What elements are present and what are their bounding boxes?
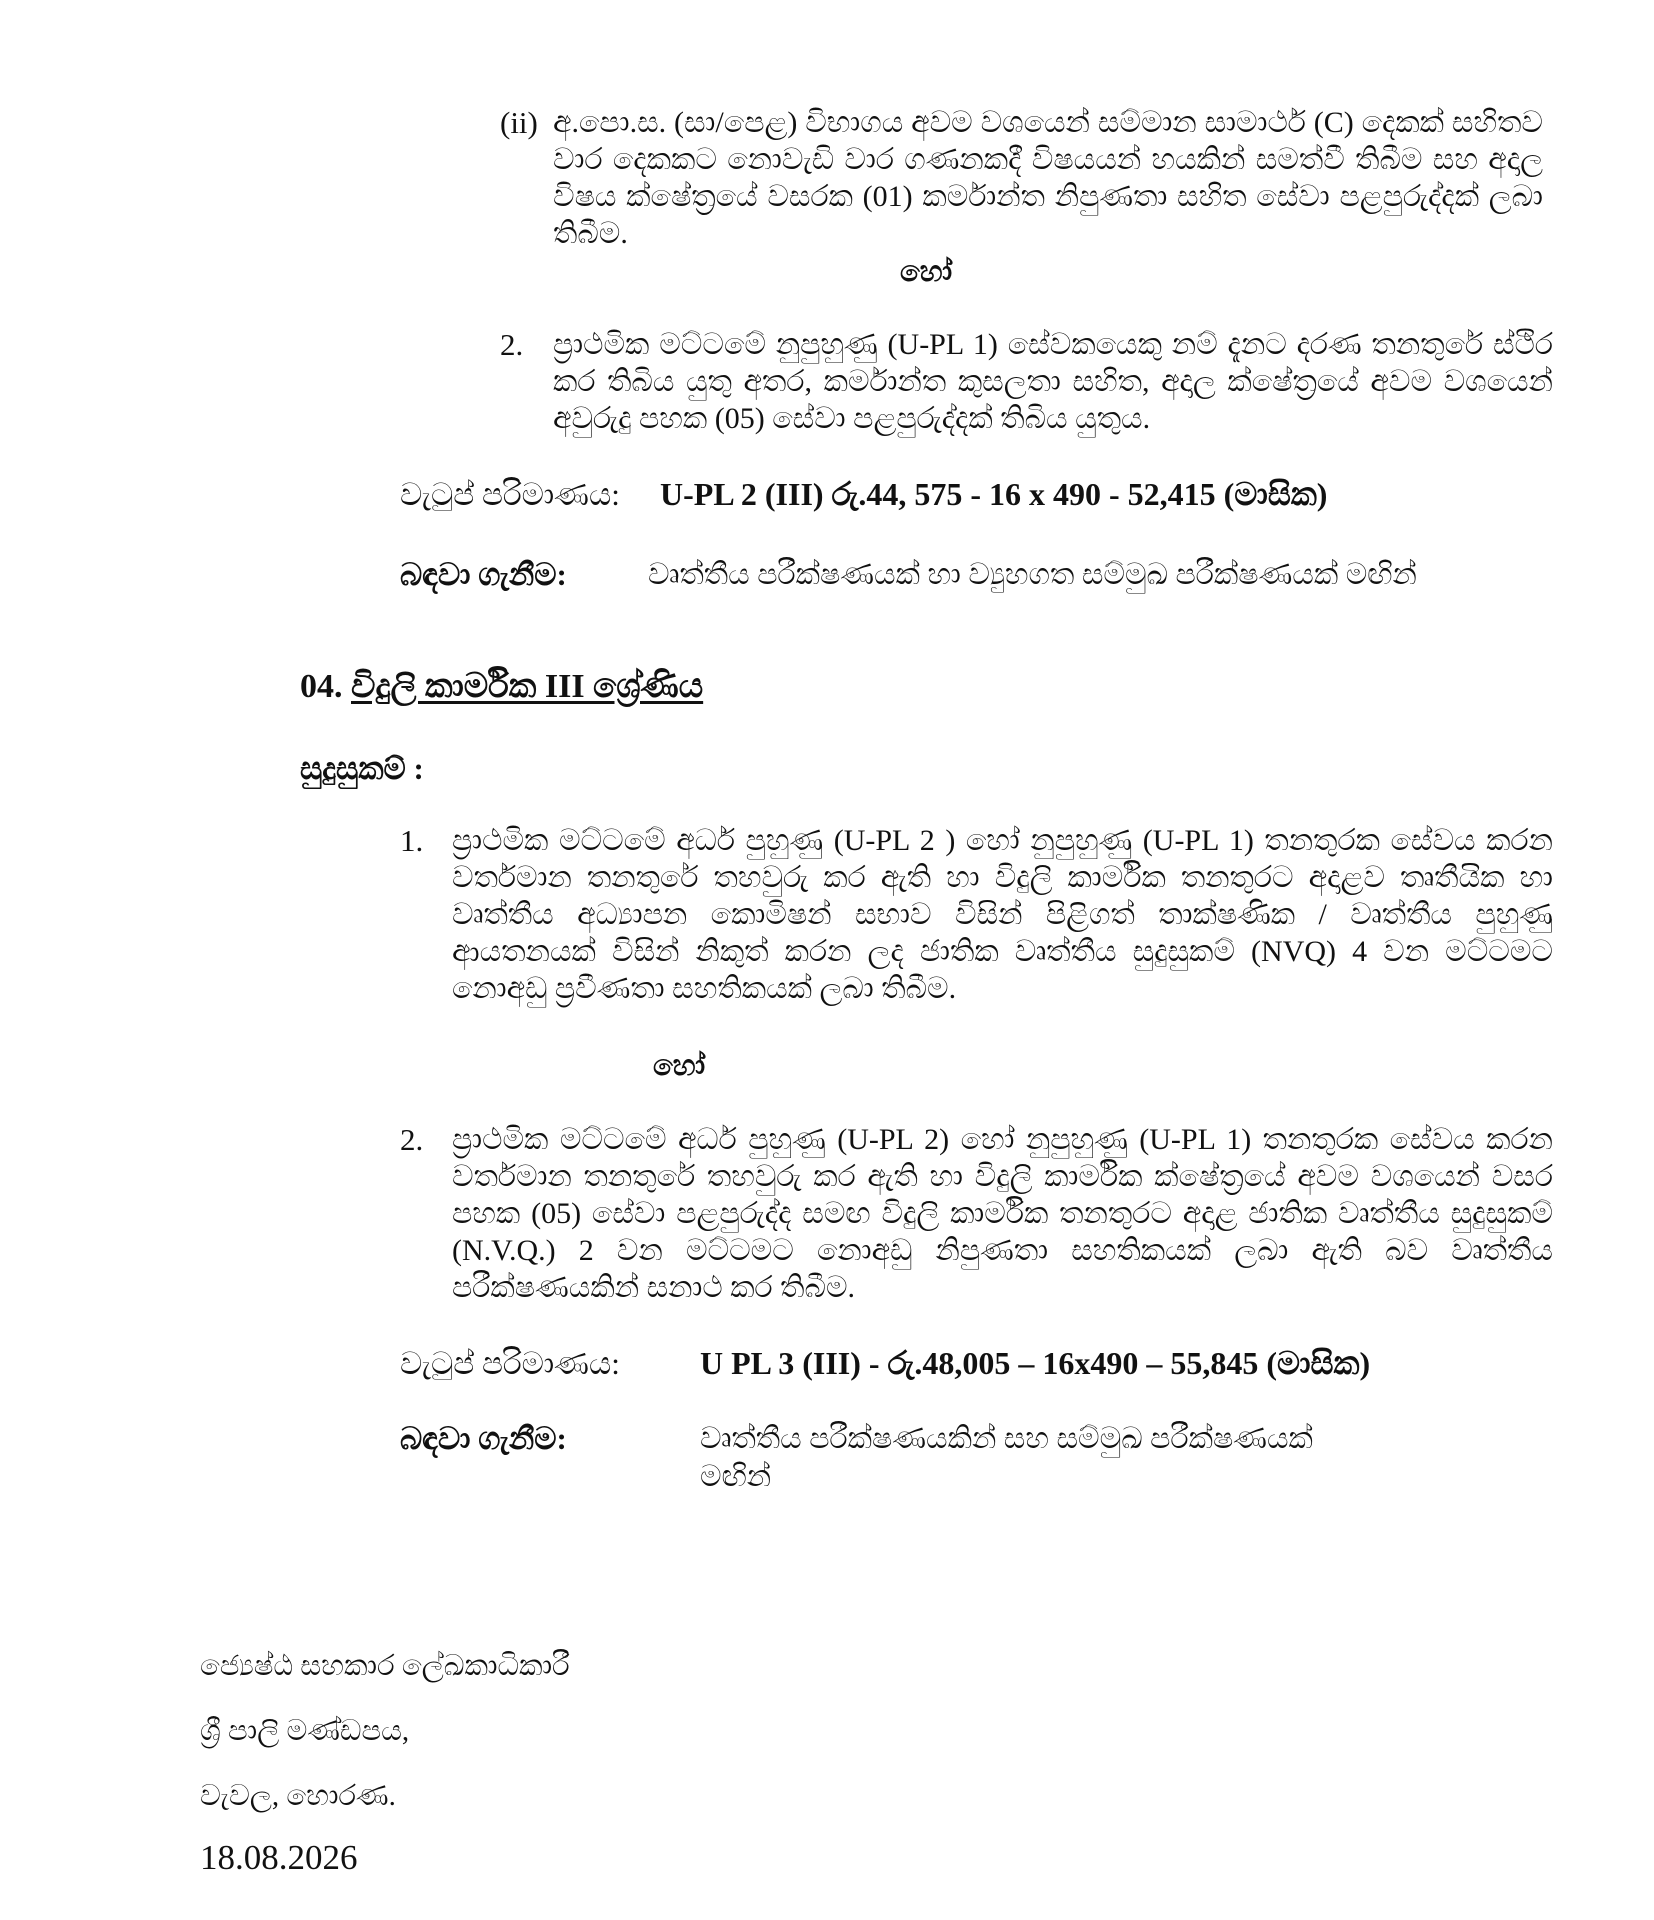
item-ii-marker: (ii) — [500, 105, 538, 140]
item-2-marker: 2. — [500, 327, 524, 362]
salary-value: U-PL 2 (III) රු.44, 575 - 16 x 490 - 52,415 (මාසික) — [660, 476, 1328, 512]
recruitment-value-2-line1: වෘත්තීය පරීක්ෂණයකින් සහ සම්මුඛ පරීක්ෂණයක් — [700, 1422, 1313, 1455]
signatory-office: ශ්‍රී පාලි මණ්ඩපය, — [200, 1715, 410, 1747]
recruitment-label-2: බඳවා ගැනීම: — [400, 1421, 567, 1456]
section-title: විදුලි කාර්මික III ශ්‍රේණිය — [351, 668, 704, 705]
qualification-1-text: ප්‍රාථමික මට්ටමේ අර්ධ පුහුණු (U-PL 2 ) හෝ නුපුහුණු (U-PL 1) තනතුරක සේවය කරන වර්තමාන තනතුරේ තහවුරු කර ඇති හා විදුලි කාර්මික තනතුරට අදාළව තෘතීයික හා වෘත්තීය අධ්‍යාපන කොමිෂන් සභාව විසින් පිළිගත් තාක්ෂණික / වෘත්තීය පුහුණු ආයතනයක් විසින් නිකුත් කරන ලද ජාතික වෘත්තීය සුදුසුකම් (NVQ) 4 වන මට්ටමට නොඅඩු ප්‍රවීණතා සහතිකයක් ලබා තිබීම. — [452, 824, 1553, 1005]
signatory-address: වැවල, හොරණ. — [200, 1780, 396, 1812]
salary-label: වැටුප් පරිමාණය: — [400, 477, 620, 512]
qualifications-label: සුදුසුකම් : — [300, 751, 424, 786]
salary-label-2: වැටුප් පරිමාණය: — [400, 1346, 620, 1381]
signatory-title: ජ්‍යෙෂ්ඨ සහකාර ලේඛකාධිකාරී — [200, 1650, 570, 1682]
section-number: 04. — [300, 668, 343, 705]
recruitment-value: වෘත්තීය පරීක්ෂණයක් හා ව්‍යුහගත සම්මුඛ පරීක්ෂණයක් මඟින් — [648, 558, 1417, 591]
section-heading — [300, 668, 703, 706]
or-separator-1: හෝ — [900, 256, 953, 288]
item-ii-text: අ.පො.ස. (සා/පෙළ) විභාගය අවම වශයෙන් සම්මාන සාමාර්ථ (C) දෙකක් සහිතව වාර දෙකකට නොවැඩි වාර ගණනකදී විෂයයන් හයකින් සමත්වී තිබීම සහ අදාල විෂය ක්ෂේත්‍රයේ වසරක (01) කර්මාන්ත නිපුණතා සහිත සේවා පළපුරුද්දක් ලබා තිබීම. — [553, 106, 1543, 250]
qualification-1-marker: 1. — [400, 823, 424, 858]
recruitment-label: බඳවා ගැනීම: — [400, 557, 567, 592]
qualification-2-text: ප්‍රාථමික මට්ටමේ අර්ධ පුහුණු (U-PL 2) හෝ නුපුහුණු (U-PL 1) තනතුරක සේවය කරන වර්තමාන තනතුරේ තහවුරු කර ඇති හා විදුලි කාර්මික ක්ෂේත්‍රයේ අවම වශයෙන් වසර පහක (05) සේවා පළපුරුද්ද සමඟ විදුලි කාර්මික තනතුරට අදාළ ජාතික වෘත්තීය සුදුසුකම් (N.V.Q.) 2 වන මට්ටමට නොඅඩු නිපුණතා සහතිකයක් ලබා ඇති බව වෘත්තීය පරීක්ෂණයකින් සනාථ කර තිබීම. — [452, 1123, 1553, 1304]
or-separator-2: හෝ — [653, 1050, 706, 1082]
item-2-text: ප්‍රාථමික මට්ටමේ නුපුහුණු (U-PL 1) සේවකයෙකු නම් දැනට දරණ තනතුරේ ස්ථිර කර තිබිය යුතු අතර, කර්මාන්ත කුසලතා සහිත, අදාල ක්ෂේත්‍රයේ අවම වශයෙන් අවුරුදු පහක (05) සේවා පළපුරුද්දක් තිබිය යුතුය. — [553, 328, 1553, 435]
recruitment-value-2-line2: මඟින් — [700, 1460, 772, 1493]
qualification-2-marker: 2. — [400, 1122, 424, 1157]
document-date: 18.08.2026 — [200, 1838, 358, 1877]
salary-value-2: U PL 3 (III) - රු.48,005 – 16x490 – 55,845 (මාසික) — [700, 1345, 1371, 1381]
